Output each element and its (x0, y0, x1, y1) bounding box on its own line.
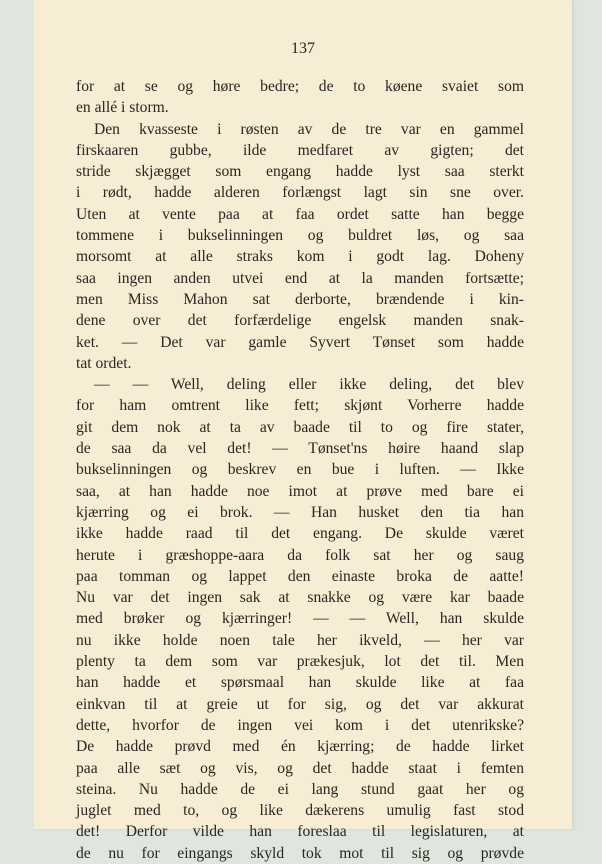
text-line: de nu for eingangs skyld tok mot til sig og prøvde (76, 844, 524, 862)
text-line: Den kvasseste i røsten av de tre var en gammel (94, 120, 524, 138)
text-line: stride skjægget som engang hadde lyst saa sterkt (76, 163, 524, 181)
body-text (76, 76, 524, 864)
text-line: de saa da vel det! — Tønset'ns høire haand slap (76, 440, 524, 458)
text-line: dette, hvorfor de ingen vei kom i det utenrikske? (76, 716, 524, 734)
text-line: det! Derfor vilde han foreslaa til legislaturen, at (76, 823, 524, 841)
text-line: men Miss Mahon sat derborte, brændende i kin- (76, 290, 524, 308)
text-line: saa ingen anden utvei end at la manden fortsætte; (76, 269, 524, 287)
text-line: en allé i storm. (76, 99, 169, 117)
text-line: plenty ta dem som var prækesjuk, lot det til. Men (76, 653, 524, 671)
text-line: saa, at han hadde noe imot at prøve med bare ei (76, 482, 524, 500)
text-line: bukselinningen og beskrev en bue i luften. — Ikke (76, 461, 524, 479)
text-line: einkvan til at greie ut for sig, og det var akkurat (76, 695, 524, 713)
text-line: De hadde prøvd med én kjærring; de hadde lirket (76, 738, 524, 756)
text-line: kjærring og ei brok. — Han husket den tia han (76, 503, 524, 521)
page-number: 137 (291, 40, 315, 57)
text-line: morsomt at alle straks kom i godt lag. Doheny (76, 248, 524, 266)
text-line: Nu var det ingen sak at snakke og være kar baade (76, 589, 524, 607)
text-line: i rødt, hadde alderen forlængst lagt sin sne over. (76, 184, 524, 202)
text-line: nu ikke holde noen tale her ikveld, — her var (76, 631, 524, 649)
text-line: for ham omtrent like fett; skjønt Vorherre hadde (76, 397, 524, 415)
text-line: herute i græshoppe-aara da folk sat her og saug (76, 546, 524, 564)
book-page (34, 0, 572, 862)
text-line: ket. — Det var gamle Syvert Tønset som hadde (76, 333, 524, 351)
text-line: paa tomman og lappet den einaste broka de aatte! (76, 567, 524, 585)
text-line: for at se og høre bedre; de to køene svaiet som (76, 78, 524, 95)
text-line: firskaaren gubbe, ilde medfaret av gigten; det (76, 141, 524, 159)
text-line: Uten at vente paa at faa ordet satte han begge (76, 205, 524, 223)
text-line: dene over det forfærdelige engelsk manden snak- (76, 312, 524, 330)
text-line: ikke hadde raad til det engang. De skulde været (76, 525, 524, 543)
text-line: — — Well, deling eller ikke deling, det blev (94, 376, 524, 394)
text-line: git dem nok at ta av baade til to og fire stater, (76, 418, 524, 436)
text-line: tommene i bukselinningen og buldret løs, og saa (76, 227, 524, 245)
text-line: tat ordet. (76, 354, 132, 372)
text-line: med brøker og kjærringer! — — Well, han skulde (76, 610, 524, 628)
text-line: han hadde et spørsmaal han skulde like at faa (76, 674, 524, 692)
text-line: steina. Nu hadde de ei lang stund gaat her og (76, 780, 524, 798)
text-line: juglet med to, og like dækerens umulig fast stod (76, 802, 524, 820)
text-line: paa alle sæt og vis, og det hadde staat i femten (76, 759, 524, 777)
